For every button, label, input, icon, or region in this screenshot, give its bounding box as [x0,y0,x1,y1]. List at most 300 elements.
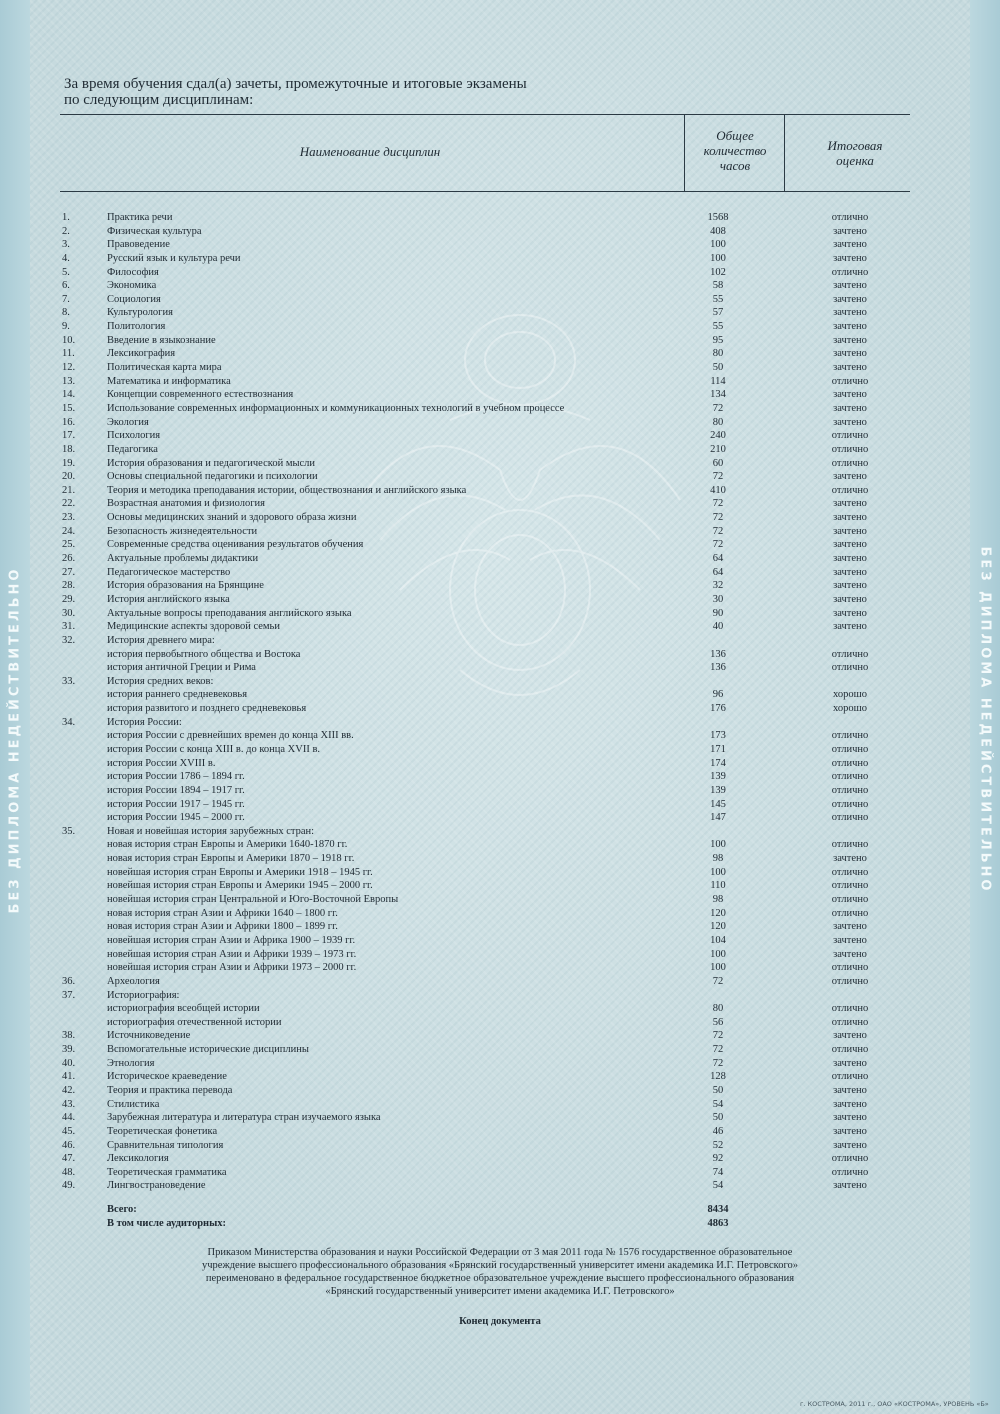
hours-value: 408 [710,225,726,237]
table-row [0,879,1000,893]
grade-value: зачтено [833,293,867,305]
discipline-name: новая история стран Азии и Африки 1640 – 1800 гг. [107,907,338,919]
discipline-name: Стилистика [107,1098,160,1110]
table-row [0,579,1000,593]
hours-value: 72 [712,512,724,524]
table-row [0,1125,1000,1139]
printer-imprint: г. КОСТРОМА, 2011 г., ОАО «КОСТРОМА», УРОВЕНЬ «Б» [800,1400,989,1408]
discipline-name: Педагогическое мастерство [107,566,231,578]
hours-value: 64 [712,566,724,578]
table-row [0,552,1000,566]
hours-header-line-1: Общее [716,128,754,143]
left-band-text: БЕЗ ДИПЛОМА НЕДЕЙСТВИТЕЛЬНО [7,566,23,914]
discipline-name: Безопасность жизнедеятельности [107,525,258,537]
table-row [0,252,1000,266]
discipline-name: Педагогика [107,443,158,455]
row-number: 39. [62,1044,76,1056]
table-row [0,948,1000,962]
classroom-value: 4863 [707,1218,729,1229]
table-row [0,1111,1000,1125]
grade-value: отлично [831,443,869,455]
discipline-name: история раннего средневековья [107,689,248,701]
discipline-name: новая история стран Европы и Америки 1640-1870 гг. [107,839,348,851]
grade-value: отлично [831,975,869,987]
discipline-name: Использование современных информационных и коммуникационных технологий в учебном процессе [107,402,565,414]
grade-value: хорошо [833,689,867,701]
row-number: 4. [62,252,70,264]
hours-value: 210 [710,443,726,455]
table-row [0,675,1000,689]
table-row [0,443,1000,457]
discipline-name: история России 1945 – 2000 гг. [107,812,245,824]
hours-value: 72 [712,471,724,483]
discipline-name: Практика речи [107,212,173,223]
hours-value: 80 [712,416,724,428]
grade-value: отлично [831,1071,869,1083]
row-number: 5. [62,266,70,278]
table-row [0,825,1000,839]
row-number: 37. [62,989,76,1001]
discipline-name: Медицинские аспекты здоровой семьи [107,621,280,633]
discipline-name: Теоретическая грамматика [107,1166,227,1178]
discipline-name: Теоретическая фонетика [107,1125,218,1137]
row-number: 33. [62,675,76,687]
grade-value: зачтено [833,1098,867,1110]
discipline-name: новая история стран Азии и Африки 1800 – 1899 гг. [107,921,338,933]
hours-value: 72 [712,1057,724,1069]
grade-value: зачтено [833,416,867,428]
discipline-name: новейшая история стран Европы и Америки 1945 – 2000 гг. [107,880,373,892]
row-number: 42. [62,1085,76,1096]
grade-value: зачтено [833,1125,867,1137]
table-row [0,538,1000,552]
renaming-footnote [140,1246,860,1298]
grade-value: зачтено [833,1180,867,1192]
discipline-name: Современные средства оценивания результатов обучения [107,539,364,551]
discipline-name: Экономика [107,280,157,292]
table-row [0,634,1000,648]
grade-value: отлично [831,743,869,755]
discipline-name: Основы специальной педагогики и психологии [107,471,318,483]
table-row [0,729,1000,743]
table-row [0,429,1000,443]
discipline-name: Социология [107,293,161,305]
row-number: 1. [62,212,70,223]
hours-value: 171 [710,743,726,755]
table-row [0,866,1000,880]
discipline-name: новейшая история стран Азии и Африки 1939 – 1973 гг. [107,948,357,960]
table-row [0,811,1000,825]
row-number: 49. [62,1180,76,1192]
discipline-name: Актуальные проблемы дидактики [107,553,259,565]
discipline-name: Новая и новейшая история зарубежных стран: [107,825,315,837]
row-number: 43. [62,1098,76,1110]
discipline-name: Концепции современного естествознания [107,389,294,401]
table-row [0,593,1000,607]
table-row [0,484,1000,498]
column-header-hours [688,128,782,173]
row-number: 9. [62,321,70,333]
table-row [0,211,1000,225]
table-row [0,989,1000,1003]
row-number: 2. [62,225,70,237]
discipline-name: Правоведение [107,239,170,251]
discipline-name: Экология [107,416,149,428]
table-row [0,225,1000,239]
row-number: 13. [62,375,76,387]
discipline-name: новая история стран Европы и Америки 1870 – 1918 гг. [107,853,355,865]
row-number: 41. [62,1071,76,1083]
hours-value: 40 [712,621,724,633]
hours-value: 145 [710,798,726,810]
row-number: 21. [62,484,76,496]
grade-value: отлично [831,457,869,469]
grade-value: зачтено [833,539,867,551]
table-row [0,1179,1000,1193]
hours-value: 128 [710,1071,726,1083]
hours-value: 72 [712,1030,724,1042]
table-row [0,607,1000,621]
table-row [0,620,1000,634]
hours-value: 102 [710,266,726,278]
row-number: 17. [62,430,76,442]
table-row [0,334,1000,348]
hours-value: 80 [712,1003,724,1015]
discipline-name: история античной Греции и Рима [107,662,256,674]
grade-value: зачтено [833,512,867,524]
hours-value: 52 [712,1139,724,1151]
hours-value: 98 [712,853,724,865]
discipline-name: Философия [107,266,159,278]
discipline-name: Зарубежная литература и литература стран изучаемого языка [107,1112,381,1124]
grade-value: отлично [831,648,869,660]
table-row [0,402,1000,416]
grade-value: отлично [831,430,869,442]
hours-header-line-3: часов [719,158,751,173]
hours-value: 64 [712,553,724,565]
row-number: 34. [62,716,76,728]
grade-value: зачтено [833,593,867,605]
grade-value: отлично [831,1003,869,1015]
hours-value: 120 [710,907,726,919]
row-number: 28. [62,580,76,592]
table-row [0,238,1000,252]
table-row [0,1057,1000,1071]
discipline-name: история России XVIII в. [107,757,216,769]
grade-value: зачтено [833,471,867,483]
discipline-name: история первобытного общества и Востока [107,648,301,660]
grade-value: отлично [831,812,869,824]
row-number: 24. [62,525,76,537]
hours-value: 136 [710,662,726,674]
classroom-label: В том числе аудиторных: [107,1218,227,1229]
hours-value: 120 [710,921,726,933]
discipline-name: новейшая история стран Центральной и Юго-Восточной Европы [107,894,399,906]
table-row [0,784,1000,798]
row-number: 25. [62,539,76,551]
table-row [0,1152,1000,1166]
hours-value: 410 [710,484,726,496]
hours-value: 100 [710,866,726,878]
grade-value: зачтено [833,853,867,865]
table-row [0,770,1000,784]
grade-value: зачтено [833,1030,867,1042]
table-row [0,525,1000,539]
hours-value: 139 [710,771,726,783]
hours-value: 72 [712,498,724,510]
grade-value: зачтено [833,1085,867,1096]
discipline-name: Лексикография [107,348,176,360]
grade-value: отлично [831,880,869,892]
table-row [0,470,1000,484]
table-row [0,416,1000,430]
hours-value: 60 [712,457,724,469]
footnote-line-3: переименовано в федеральное государственное бюджетное образовательное учреждение высшего профессионального образования [205,1273,795,1284]
disciplines-table [0,211,1000,1193]
row-number: 26. [62,553,76,565]
grade-value: зачтено [833,553,867,565]
table-row [0,743,1000,757]
table-row [0,975,1000,989]
hours-value: 80 [712,348,724,360]
row-number: 23. [62,512,76,524]
grade-value: зачтено [833,498,867,510]
grade-header-line-2: оценка [836,153,874,168]
grade-value: зачтено [833,580,867,592]
discipline-name: История России: [107,716,182,728]
table-header-rule [60,191,910,192]
discipline-name: Вспомогательные исторические дисциплины [107,1044,309,1056]
discipline-name: История древнего мира: [107,634,215,646]
column-header-name: Наименование дисциплин [299,144,441,159]
discipline-name: История английского языка [107,593,230,605]
hours-value: 100 [710,839,726,851]
row-number: 35. [62,825,76,837]
table-row [0,347,1000,361]
table-row [0,388,1000,402]
discipline-name: Теория и практика перевода [107,1085,233,1096]
table-row [0,852,1000,866]
heading-line-1: За время обучения сдал(а) зачеты, промежуточные и итоговые экзамены [64,76,527,92]
row-number: 44. [62,1112,76,1124]
right-band-text: БЕЗ ДИПЛОМА НЕДЕЙСТВИТЕЛЬНО [977,546,993,894]
discipline-name: Основы медицинских знаний и здорового образа жизни [107,512,357,524]
row-number: 16. [62,416,76,428]
grade-value: зачтено [833,389,867,401]
table-row [0,907,1000,921]
grade-value: зачтено [833,362,867,374]
table-row [0,648,1000,662]
hours-value: 100 [710,252,726,264]
table-row [0,1098,1000,1112]
discipline-name: Введение в языкознание [107,334,216,346]
table-row [0,293,1000,307]
discipline-name: история России 1917 – 1945 гг. [107,798,245,810]
table-row [0,1084,1000,1098]
hours-value: 114 [710,375,726,387]
grade-value: хорошо [833,703,867,715]
row-number: 36. [62,975,76,987]
grade-value: зачтено [833,934,867,946]
discipline-name: история России 1786 – 1894 гг. [107,771,245,783]
hours-value: 134 [710,389,726,401]
table-row [0,279,1000,293]
grade-value: зачтено [833,621,867,633]
grade-value: зачтено [833,1057,867,1069]
row-number: 47. [62,1153,76,1165]
grade-value: отлично [831,730,869,742]
table-row [0,920,1000,934]
row-number: 29. [62,593,76,605]
discipline-name: история России с древнейших времен до конца XIII вв. [107,730,354,742]
table-row [0,757,1000,771]
hours-value: 110 [710,880,726,892]
footnote-line-2: учреждение высшего профессионального образования «Брянский государственный университет имени академика И.Г. Петровского» [202,1260,798,1271]
hours-value: 54 [712,1098,724,1110]
grade-value: отлично [831,907,869,919]
table-row [0,320,1000,334]
grade-value: отлично [831,266,869,278]
grade-value: отлично [831,866,869,878]
hours-value: 54 [712,1180,724,1192]
grade-value: отлично [831,1153,869,1165]
table-row [0,798,1000,812]
total-value: 8434 [707,1204,729,1215]
column-divider-2 [784,114,785,191]
row-number: 38. [62,1030,76,1042]
discipline-name: история развитого и позднего средневековья [107,703,307,715]
hours-value: 72 [712,975,724,987]
discipline-name: Актуальные вопросы преподавания английского языка [107,607,352,619]
grade-value: зачтено [833,334,867,346]
hours-value: 55 [712,293,724,305]
discipline-name: Возрастная анатомия и физиология [107,498,265,510]
table-row [0,961,1000,975]
table-row [0,1016,1000,1030]
row-number: 12. [62,362,76,374]
hours-value: 240 [710,430,726,442]
grade-value: зачтено [833,239,867,251]
hours-value: 147 [710,812,726,824]
hours-value: 57 [712,307,724,319]
hours-value: 74 [712,1166,724,1178]
column-header-grade [790,138,920,168]
hours-value: 50 [712,1112,724,1124]
hours-value: 92 [712,1153,724,1165]
grade-value: зачтено [833,1139,867,1151]
table-row [0,1139,1000,1153]
table-row [0,1043,1000,1057]
grade-value: отлично [831,962,869,974]
row-number: 3. [62,239,70,251]
hours-value: 56 [712,1016,724,1028]
grade-value: зачтено [833,348,867,360]
table-row [0,716,1000,730]
hours-value: 30 [712,593,724,605]
table-row [0,893,1000,907]
discipline-name: Политическая карта мира [107,362,222,374]
row-number: 8. [62,307,70,319]
discipline-name: Политология [107,321,166,333]
table-row [0,1070,1000,1084]
table-row [0,1002,1000,1016]
discipline-name: историография отечественной истории [107,1016,282,1028]
discipline-name: Психология [107,430,161,442]
grade-value: зачтено [833,321,867,333]
grade-value: зачтено [833,252,867,264]
row-number: 48. [62,1166,76,1178]
table-row [0,457,1000,471]
table-row [0,497,1000,511]
grade-value: зачтено [833,525,867,537]
discipline-name: Лексикология [107,1153,169,1165]
discipline-name: Математика и информатика [107,375,231,387]
hours-value: 72 [712,525,724,537]
row-number: 27. [62,566,76,578]
discipline-name: Историческое краеведение [107,1071,227,1083]
discipline-name: история России 1894 – 1917 гг. [107,784,245,796]
discipline-name: новейшая история стран Азии и Африки 1973 – 2000 гг. [107,962,357,974]
hours-value: 100 [710,948,726,960]
grade-value: отлично [831,798,869,810]
hours-value: 173 [710,730,726,742]
grade-value: отлично [831,212,869,223]
grade-value: зачтено [833,948,867,960]
row-number: 31. [62,621,76,633]
hours-value: 72 [712,539,724,551]
hours-value: 50 [712,1085,724,1096]
grade-value: отлично [831,1166,869,1178]
grade-value: отлично [831,1044,869,1056]
table-row [0,934,1000,948]
hours-value: 72 [712,1044,724,1056]
discipline-name: история России с конца XIII в. до конца XVII в. [107,743,321,755]
total-label: Всего: [107,1204,137,1215]
heading-line-2: по следующим дисциплинам: [64,92,254,108]
discipline-name: Физическая культура [107,225,202,237]
grade-value: зачтено [833,307,867,319]
row-number: 20. [62,471,76,483]
row-number: 10. [62,334,76,346]
discipline-name: История образования на Брянщине [107,580,264,592]
row-number: 22. [62,498,76,510]
row-number: 18. [62,443,76,455]
row-number: 46. [62,1139,76,1151]
row-number: 40. [62,1057,76,1069]
row-number: 30. [62,607,76,619]
discipline-name: новейшая история стран Азии и Африка 1900 – 1939 гг. [107,934,356,946]
table-row [0,838,1000,852]
hours-value: 104 [710,934,726,946]
end-of-document: Конец документа [459,1316,541,1327]
hours-value: 98 [712,894,724,906]
hours-value: 139 [710,784,726,796]
table-row [0,702,1000,716]
row-number: 15. [62,402,76,414]
table-row [0,1166,1000,1180]
grade-value: отлично [831,784,869,796]
discipline-name: Теория и методика преподавания истории, обществознания и английского языка [107,484,467,496]
grade-header-line-1: Итоговая [827,138,883,153]
hours-value: 136 [710,648,726,660]
table-row [0,361,1000,375]
discipline-name: Культурология [107,307,173,319]
grade-value: зачтено [833,566,867,578]
hours-value: 50 [712,362,724,374]
discipline-name: Археология [107,975,160,987]
discipline-name: Источниковедение [107,1030,191,1042]
hours-value: 174 [710,757,726,769]
